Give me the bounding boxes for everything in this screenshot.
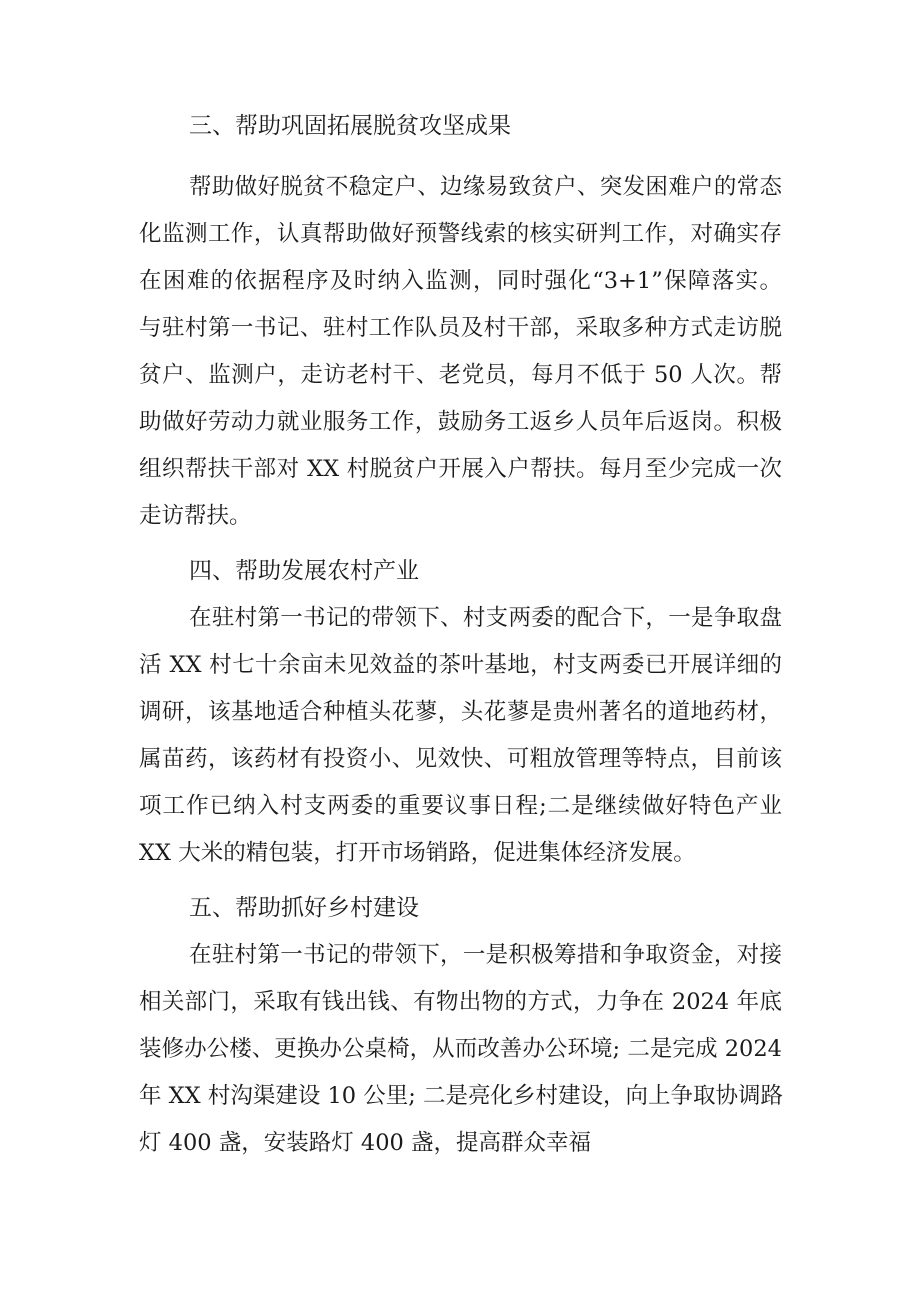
paragraph-line: 在驻村第一书记的带领下，一是积极筹措和争取资金，对接 — [189, 942, 782, 968]
paragraph-line: 帮助做好脱贫不稳定户、边缘易致贫户、突发困难户的常态 — [189, 174, 782, 200]
paragraph-line: 组织帮扶干部对 XX 村脱贫户开展入户帮扶。每月至少完成一次 — [139, 456, 782, 482]
section-heading-4: 四、帮助发展农村产业 — [189, 558, 419, 584]
paragraph-line: 调研，该基地适合种植头花蓼，头花蓼是贵州著名的道地药材， — [139, 699, 782, 725]
paragraph-line: 走访帮扶。 — [139, 503, 252, 529]
paragraph-line: 相关部门，采取有钱出钱、有物出物的方式，力争在 2024 年底 — [139, 989, 782, 1015]
paragraph-line: 装修办公楼、更换办公桌椅，从而改善办公环境; 二是完成 2024 — [139, 1036, 782, 1062]
paragraph-line: 与驻村第一书记、驻村工作队员及村干部，采取多种方式走访脱 — [139, 315, 782, 341]
paragraph-line: 活 XX 村七十余亩未见效益的茶叶基地，村支两委已开展详细的 — [139, 652, 782, 678]
paragraph-line: XX 大米的精包装，打开市场销路，促进集体经济发展。 — [139, 840, 696, 866]
paragraph-line: 项工作已纳入村支两委的重要议事日程;二是继续做好特色产业 — [139, 793, 782, 819]
section-heading-5: 五、帮助抓好乡村建设 — [189, 895, 419, 921]
section-heading-3: 三、帮助巩固拓展脱贫攻坚成果 — [189, 113, 511, 139]
paragraph-line: 贫户、监测户，走访老村干、老党员，每月不低于 50 人次。帮 — [139, 362, 782, 388]
paragraph-line: 年 XX 村沟渠建设 10 公里; 二是亮化乡村建设，向上争取协调路 — [139, 1083, 784, 1109]
paragraph-line: 灯 400 盏，安装路灯 400 盏，提高群众幸福 — [139, 1130, 592, 1156]
paragraph-line: 助做好劳动力就业服务工作，鼓励务工返乡人员年后返岗。积极 — [139, 409, 782, 435]
paragraph-line: 属苗药，该药材有投资小、见效快、可粗放管理等特点，目前该 — [139, 746, 782, 772]
paragraph-line: 在困难的依据程序及时纳入监测，同时强化“3+1”保障落实。 — [139, 268, 782, 294]
paragraph-line: 在驻村第一书记的带领下、村支两委的配合下，一是争取盘 — [189, 605, 782, 631]
paragraph-line: 化监测工作，认真帮助做好预警线索的核实研判工作，对确实存 — [139, 221, 782, 247]
